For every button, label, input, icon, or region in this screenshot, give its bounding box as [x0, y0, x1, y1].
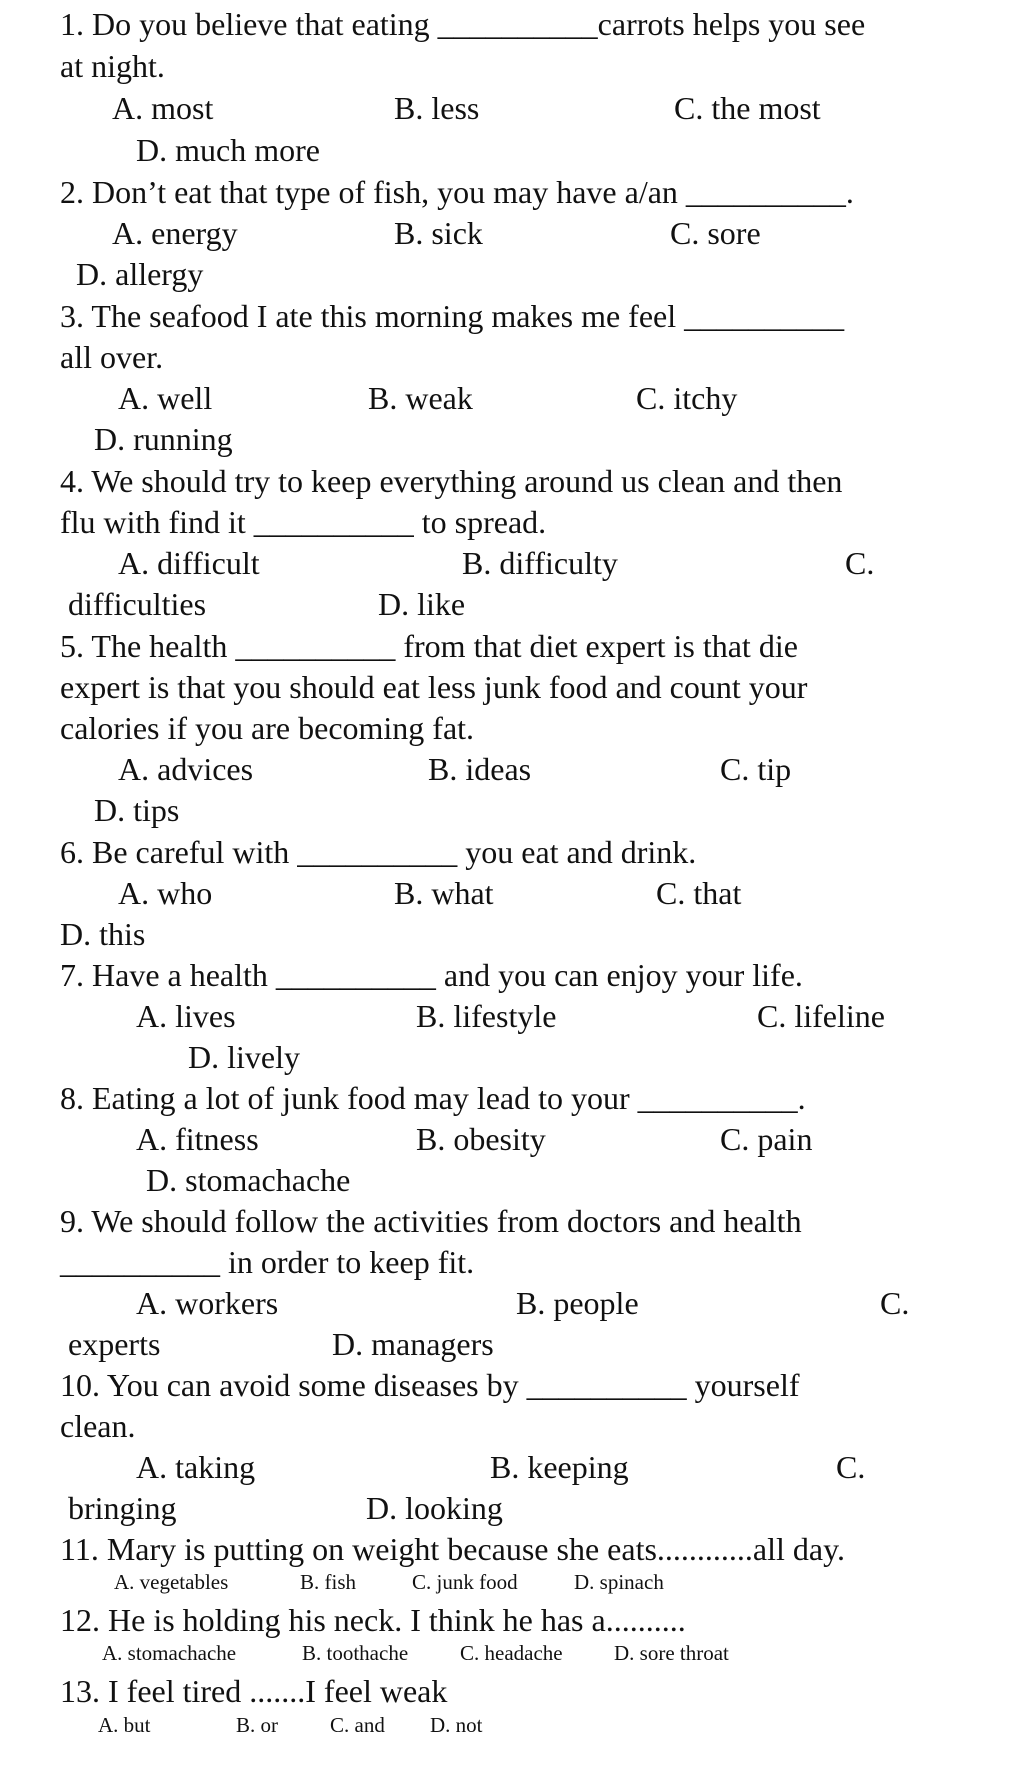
question-2-stem-line-1: 2. Don’t eat that type of fish, you may have a/an __________. — [60, 174, 854, 210]
question-2-option-c: C. sore — [670, 215, 761, 251]
question-4-option-c-label: C. — [845, 545, 875, 581]
question-11-option-b: B. fish — [300, 1570, 357, 1594]
question-5-option-c: C. tip — [720, 751, 792, 787]
question-13-option-c: C. and — [330, 1713, 385, 1737]
question-1-option-b: B. less — [394, 90, 480, 126]
question-10-stem-line-1: 10. You can avoid some diseases by __________ yourself — [60, 1367, 800, 1403]
question-12-option-d: D. sore throat — [614, 1641, 729, 1665]
question-3-option-c: C. itchy — [636, 380, 738, 416]
question-9-stem-line-1: 9. We should follow the activities from doctors and health — [60, 1203, 802, 1239]
question-2-option-a: A. energy — [112, 215, 238, 251]
question-10-stem-line-2: clean. — [60, 1408, 136, 1444]
question-8-stem-line-1: 8. Eating a lot of junk food may lead to your __________. — [60, 1080, 806, 1116]
question-4-stem-line-1: 4. We should try to keep everything around us clean and then — [60, 463, 843, 499]
question-4-option-a: A. difficult — [118, 545, 260, 581]
question-1-option-c: C. the most — [674, 90, 821, 126]
question-6-stem-line-1: 6. Be careful with __________ you eat and drink. — [60, 834, 697, 870]
question-3-option-a: A. well — [118, 380, 213, 416]
question-5-stem-line-2: expert is that you should eat less junk food and count your — [60, 669, 808, 705]
question-4-option-d: D. like — [378, 586, 466, 622]
question-3-option-d: D. running — [94, 421, 233, 457]
question-7-option-c: C. lifeline — [757, 998, 885, 1034]
question-6-option-b: B. what — [394, 875, 494, 911]
question-11-stem-line-1: 11. Mary is putting on weight because she eats............all day. — [60, 1531, 846, 1567]
question-9-option-c-text: experts — [68, 1326, 161, 1362]
question-9-option-b: B. people — [516, 1285, 639, 1321]
question-5-option-b: B. ideas — [428, 751, 532, 787]
question-5-stem-line-1: 5. The health __________ from that diet expert is that die — [60, 628, 798, 664]
question-12-option-a: A. stomachache — [102, 1641, 237, 1665]
question-7-option-d: D. lively — [188, 1039, 300, 1075]
question-12-option-b: B. toothache — [302, 1641, 409, 1665]
question-8-option-c: C. pain — [720, 1121, 813, 1157]
question-2-option-b: B. sick — [394, 215, 483, 251]
question-4-option-b: B. difficulty — [462, 545, 618, 581]
question-5-option-d: D. tips — [94, 792, 180, 828]
question-11-option-c: C. junk food — [412, 1570, 518, 1594]
question-7-option-b: B. lifestyle — [416, 998, 557, 1034]
question-9-option-c-label: C. — [880, 1285, 910, 1321]
question-12-stem-line-1: 12. He is holding his neck. I think he has a.......... — [60, 1602, 686, 1638]
question-9-option-a: A. workers — [136, 1285, 279, 1321]
question-8-option-a: A. fitness — [136, 1121, 259, 1157]
question-1-stem-line-1: 1. Do you believe that eating __________carrots helps you see — [60, 6, 866, 42]
question-7-option-a: A. lives — [136, 998, 236, 1034]
question-12-option-c: C. headache — [460, 1641, 563, 1665]
question-3-stem-line-2: all over. — [60, 339, 164, 375]
question-4-option-c-text: difficulties — [68, 586, 207, 622]
question-6-option-d: D. this — [60, 916, 146, 952]
question-4-stem-line-2: flu with find it __________ to spread. — [60, 504, 547, 540]
question-1-option-d: D. much more — [136, 132, 320, 168]
question-10-option-a: A. taking — [136, 1449, 256, 1485]
question-13-option-b: B. or — [236, 1713, 278, 1737]
question-13-option-a: A. but — [98, 1713, 151, 1737]
question-11-option-a: A. vegetables — [114, 1570, 229, 1594]
question-9-option-d: D. managers — [332, 1326, 494, 1362]
question-8-option-d: D. stomachache — [146, 1162, 351, 1198]
question-10-option-b: B. keeping — [490, 1449, 629, 1485]
question-13-option-d: D. not — [430, 1713, 483, 1737]
question-13-stem-line-1: 13. I feel tired .......I feel weak — [60, 1673, 448, 1709]
question-8-option-b: B. obesity — [416, 1121, 546, 1157]
question-7-stem-line-1: 7. Have a health __________ and you can enjoy your life. — [60, 957, 803, 993]
question-1-option-a: A. most — [112, 90, 214, 126]
question-6-option-c: C. that — [656, 875, 742, 911]
question-11-option-d: D. spinach — [574, 1570, 664, 1594]
question-3-stem-line-1: 3. The seafood I ate this morning makes me feel __________ — [60, 298, 845, 334]
question-5-stem-line-3: calories if you are becoming fat. — [60, 710, 475, 746]
question-2-option-d: D. allergy — [76, 256, 204, 292]
question-10-option-c-text: bringing — [68, 1490, 177, 1526]
question-6-option-a: A. who — [118, 875, 213, 911]
question-3-option-b: B. weak — [368, 380, 473, 416]
question-9-stem-line-2: __________ in order to keep fit. — [60, 1244, 475, 1280]
question-10-option-c-label: C. — [836, 1449, 866, 1485]
question-1-stem-line-2: at night. — [60, 48, 165, 84]
question-10-option-d: D. looking — [366, 1490, 503, 1526]
question-5-option-a: A. advices — [118, 751, 254, 787]
